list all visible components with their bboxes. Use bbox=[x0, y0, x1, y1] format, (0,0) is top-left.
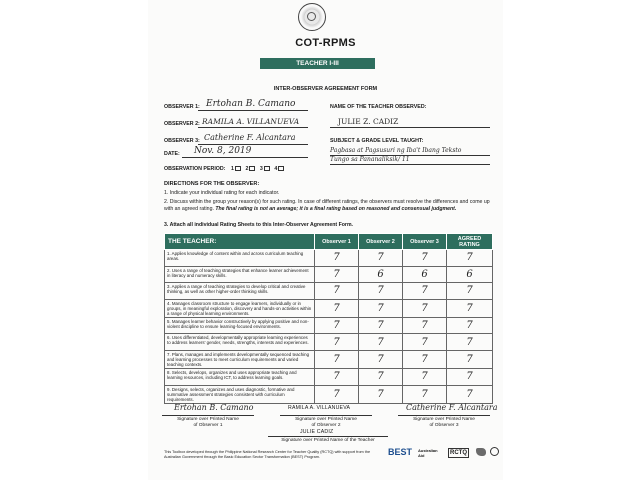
table-row bbox=[165, 368, 493, 385]
table-row bbox=[165, 350, 493, 368]
indicator-text: 1. Applies knowledge of content within and across curriculum teaching areas. bbox=[165, 250, 315, 267]
observer3-signature: Catherine F. Alcantara bbox=[406, 403, 498, 412]
form-subtitle: INTER-OBSERVER AGREEMENT FORM bbox=[273, 86, 378, 92]
observer2-score[interactable]: 7 bbox=[359, 385, 403, 403]
observer1-score[interactable]: 7 bbox=[315, 350, 359, 368]
teacher-observed-value: JULIE Z. CADIZ bbox=[338, 117, 399, 126]
period-checkbox-1[interactable] bbox=[235, 166, 241, 171]
observer3-score[interactable]: 7 bbox=[403, 283, 447, 300]
observer3-signature-block bbox=[398, 415, 490, 428]
teacher-observed-line bbox=[330, 127, 490, 128]
date-value: Nov. 8, 2019 bbox=[194, 146, 252, 156]
indicator-text: 5. Manages learner behavior constructively by applying positive and non-violent discipline to ensure learning-focused environments. bbox=[165, 317, 315, 334]
observer2-score[interactable]: 7 bbox=[359, 317, 403, 334]
table-row bbox=[165, 299, 493, 317]
teacher-signature-caption: Signature over Printed Name of the Teacher bbox=[281, 438, 375, 443]
indicator-text: 9. Designs, selects, organizes and uses diagnostic, formative and summative assessment strategies consistent with curriculum requirements. bbox=[165, 385, 315, 403]
agreed-score[interactable]: 7 bbox=[447, 385, 493, 403]
australia-map-icon bbox=[476, 448, 486, 456]
date-line bbox=[182, 157, 308, 158]
table-row bbox=[165, 283, 493, 300]
sponsor-logos bbox=[380, 447, 500, 469]
observer1-score[interactable]: 7 bbox=[315, 368, 359, 385]
table-row bbox=[165, 334, 493, 351]
teacher-level-banner: TEACHER I-III bbox=[260, 58, 375, 69]
observer2-signature-line bbox=[280, 415, 372, 416]
observer1-signature-line bbox=[162, 415, 254, 416]
teacher-signature: JULIE CADIZ bbox=[300, 429, 334, 435]
observer3-score[interactable]: 7 bbox=[403, 299, 447, 317]
observer3-score[interactable]: 7 bbox=[403, 385, 447, 403]
subject-line-2 bbox=[330, 164, 490, 165]
observer2-score[interactable]: 7 bbox=[359, 250, 403, 267]
indicator-text: 4. Manages classroom structure to engage learners, individually or in groups, in meaningful exploration, discovery and hands-on activities within a range of physical learning environments. bbox=[165, 299, 315, 317]
observer2-value: RAMILA A. VILLANUEVA bbox=[202, 117, 300, 126]
observer2-signature-block bbox=[280, 415, 372, 428]
agreed-score[interactable]: 7 bbox=[447, 368, 493, 385]
observer1-score[interactable]: 7 bbox=[315, 385, 359, 403]
observer3-score[interactable]: 7 bbox=[403, 334, 447, 351]
subject-grade-label: SUBJECT & GRADE LEVEL TAUGHT: bbox=[330, 138, 424, 144]
direction-1: 1. Indicate your individual rating for each indicator. bbox=[164, 190, 280, 196]
observer2-score[interactable]: 6 bbox=[359, 266, 403, 283]
observer3-score[interactable]: 7 bbox=[403, 350, 447, 368]
form-title: COT-RPMS bbox=[295, 37, 356, 49]
rctq-logo: RCTQ bbox=[450, 450, 467, 456]
observer3-score[interactable]: 7 bbox=[403, 250, 447, 267]
indicator-text: 8. Selects, develops, organizes and uses appropriate teaching and learning resources, including ICT, to address learning goals. bbox=[165, 368, 315, 385]
observer1-score[interactable]: 7 bbox=[315, 266, 359, 283]
observer3-label: OBSERVER 3: bbox=[164, 138, 200, 144]
table-row bbox=[165, 266, 493, 283]
observer2-signature-caption-2: of Observer 2 bbox=[311, 422, 341, 428]
date-label: DATE: bbox=[164, 151, 180, 157]
period-option-4: 4 bbox=[274, 166, 278, 172]
observer3-column-header: Observer 3 bbox=[403, 234, 447, 250]
teacher-observed-label: NAME OF THE TEACHER OBSERVED: bbox=[330, 104, 427, 110]
observer2-line bbox=[198, 127, 308, 128]
agreed-score[interactable]: 6 bbox=[447, 266, 493, 283]
indicator-text: 6. Uses differentiated, developmentally appropriate learning experiences to address learners' gender, needs, strengths, interests and experiences. bbox=[165, 334, 315, 351]
indicator-text: 2. Uses a range of teaching strategies that enhance learner achievement in literacy and numeracy skills. bbox=[165, 266, 315, 283]
observer2-score[interactable]: 7 bbox=[359, 334, 403, 351]
teacher-column-header: THE TEACHER: bbox=[165, 234, 315, 250]
observer1-score[interactable]: 7 bbox=[315, 334, 359, 351]
direction-3: 3. Attach all individual Rating Sheets to this Inter-Observer Agreement Form. bbox=[164, 222, 353, 228]
australian-aid-logo: Australian Aid bbox=[418, 448, 438, 458]
rating-table-header bbox=[165, 234, 493, 250]
direction-2-emphasis: The final rating is not an average; it is a final rating based on reasoned and consensual judgment. bbox=[215, 205, 457, 212]
period-checkbox-3[interactable] bbox=[264, 166, 270, 171]
table-row bbox=[165, 385, 493, 403]
observer1-signature-caption: Signature over Printed Name bbox=[177, 417, 239, 422]
teacher-signature-line bbox=[268, 436, 388, 437]
observer1-signature: Ertohan B. Camano bbox=[174, 403, 254, 412]
observer2-score[interactable]: 7 bbox=[359, 350, 403, 368]
indicator-text: 3. Applies a range of teaching strategies to develop critical and creative thinking, as well as other higher-order thinking skills. bbox=[165, 283, 315, 300]
observer1-signature-caption-2: of Observer 1 bbox=[193, 422, 223, 428]
subject-grade-line1: Pagbasa at Pagsusuri ng Iba't Ibang Teksto bbox=[330, 147, 462, 154]
observer2-column-header: Observer 2 bbox=[359, 234, 403, 250]
teacher-signature-block bbox=[268, 436, 388, 444]
rating-table bbox=[164, 233, 493, 404]
deped-seal-icon bbox=[298, 3, 326, 31]
period-option-1: 1 bbox=[231, 166, 234, 172]
form-page bbox=[148, 0, 503, 480]
observer1-label: OBSERVER 1: bbox=[164, 104, 200, 110]
agreed-score[interactable]: 7 bbox=[447, 334, 493, 351]
observer3-score[interactable]: 7 bbox=[403, 317, 447, 334]
observer1-value: Ertohan B. Camano bbox=[206, 99, 296, 109]
indicator-text: 7. Plans, manages and implements developmentally sequenced teaching and learning processes to meet curriculum requirements and varied teaching contexts. bbox=[165, 350, 315, 368]
observer2-score[interactable]: 7 bbox=[359, 299, 403, 317]
subject-grade-line2: Tungo sa Pananaliksik/ 11 bbox=[330, 156, 410, 163]
observer2-score[interactable]: 7 bbox=[359, 283, 403, 300]
observer1-signature-block bbox=[162, 415, 254, 428]
observer1-score[interactable]: 7 bbox=[315, 299, 359, 317]
agreed-score[interactable]: 7 bbox=[447, 350, 493, 368]
table-row bbox=[165, 250, 493, 267]
directions-heading: DIRECTIONS FOR THE OBSERVER: bbox=[164, 181, 260, 187]
observer2-signature: RAMILA A. VILLANUEVA bbox=[288, 405, 351, 411]
table-row bbox=[165, 317, 493, 334]
observer3-value: Catherine F. Alcantara bbox=[204, 133, 296, 142]
best-logo: BEST bbox=[388, 447, 413, 457]
period-label: OBSERVATION PERIOD: bbox=[164, 166, 226, 172]
period-checkbox-4[interactable] bbox=[278, 166, 284, 171]
observer2-label: OBSERVER 2: bbox=[164, 121, 200, 127]
observer3-score[interactable]: 6 bbox=[403, 266, 447, 283]
observer2-score[interactable]: 7 bbox=[359, 368, 403, 385]
observer3-score[interactable]: 7 bbox=[403, 368, 447, 385]
agreed-score[interactable]: 7 bbox=[447, 250, 493, 267]
observer1-score[interactable]: 7 bbox=[315, 317, 359, 334]
observer3-signature-line bbox=[398, 415, 490, 416]
observer3-line bbox=[198, 144, 308, 145]
period-checkbox-2[interactable] bbox=[249, 166, 255, 171]
period-option-3: 3 bbox=[259, 166, 263, 172]
observer1-column-header: Observer 1 bbox=[315, 234, 359, 250]
observer1-score[interactable]: 7 bbox=[315, 250, 359, 267]
agreed-score[interactable]: 7 bbox=[447, 299, 493, 317]
observer3-signature-caption: Signature over Printed Name bbox=[413, 417, 475, 422]
direction-2 bbox=[164, 199, 492, 213]
footer-acknowledgement: This Toolbox developed through the Philippine National Research Center for Teacher Quality (RCTQ) with support from the Australian Government through the Basic Education Sector Transformation (BEST) Program. bbox=[164, 450, 371, 459]
agreed-rating-column-header: AGREED RATING bbox=[447, 234, 493, 250]
observation-period bbox=[164, 166, 287, 172]
agreed-score[interactable]: 7 bbox=[447, 283, 493, 300]
observer2-signature-caption: Signature over Printed Name bbox=[295, 417, 357, 422]
agreed-score[interactable]: 7 bbox=[447, 317, 493, 334]
observer1-line bbox=[198, 110, 308, 111]
direction-2-text: 2. Discuss within the group your reason(s) for such rating. In case of different ratings, the observers must resolve the differences and come up with an agreed rating. bbox=[164, 199, 490, 212]
observer3-signature-caption-2: of Observer 3 bbox=[429, 422, 459, 428]
partner-seal-icon bbox=[490, 447, 499, 456]
period-option-2: 2 bbox=[245, 166, 249, 172]
observer1-score[interactable]: 7 bbox=[315, 283, 359, 300]
